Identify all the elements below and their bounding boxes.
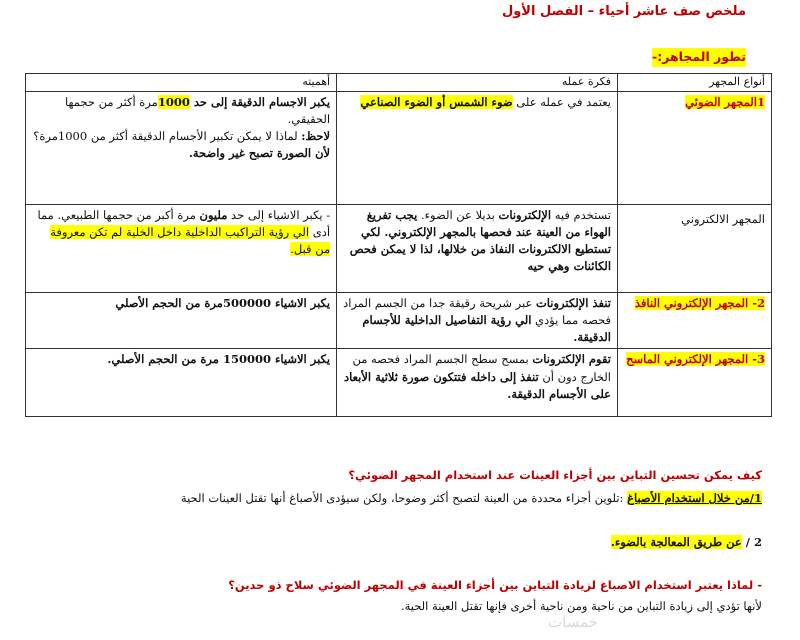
table-header-row <box>26 74 772 92</box>
importance-bold: يكبر الاشياء 150000 مرة من الحجم الأصلي. <box>107 352 331 367</box>
importance-bold: مليون <box>199 207 228 222</box>
idea-bold: يجب تفريغ الهواء من العينة عند فحصها بالمجهر الإلكتروني. لكي تستطيع الالكترونات النفاذ من خلالها، لذا لا يمكن فحص الكائنات وهي حيه <box>349 207 612 274</box>
importance-text <box>32 94 330 129</box>
cell-idea <box>337 349 618 417</box>
question-2: - لماذا يعتبر استخدام الاصباغ لزيادة التباين بين أجزاء العينة في المجهر الضوئي سلاح ذو حدين؟ <box>228 578 762 592</box>
table-row <box>26 91 772 204</box>
idea-bold: تقوم الإلكترونات <box>532 352 612 367</box>
note-text: لماذا لا يمكن تكبير الأجسام الدقيقة أكثر من 1000مرة؟ <box>33 129 302 143</box>
type-electron-microscope: المجهر الالكتروني <box>681 211 765 226</box>
cell-importance <box>26 204 337 292</box>
answer-1-text: :تلوين أجزاء محددة من العينة لتصبح أكثر وضوحا، ولكن سيؤدى الأصباغ أنها تقتل العينات الحية <box>180 491 628 505</box>
importance-text: - يكبر الاشياء إلى حد <box>227 207 331 222</box>
idea-bold: تنفذ إلى داخله فتتكون صورة ثلاثية الأبعاد على الأجسام الدقيقة. <box>343 369 612 401</box>
idea-text: عبر شريحة رقيقة جدا من الجسم المراد فحصه مما يؤدي <box>343 295 612 327</box>
idea-text: يعتمد في عمله على <box>512 94 612 109</box>
importance-note <box>32 128 330 163</box>
answer-q2: لأنها تؤدي إلى زيادة التباين من ناحية ومن ناحية أخرى فإنها تقتل العينة الحية. <box>400 599 762 613</box>
table-row <box>26 204 772 292</box>
section-title: تطور المجاهر:- <box>652 48 746 67</box>
answer-2-number: 2 / <box>741 535 762 549</box>
idea-bold-highlight: ضوء الشمس أو الضوء الصناعي <box>360 94 513 109</box>
cell-importance <box>26 292 337 349</box>
watermark: خمسات <box>548 613 599 631</box>
importance-bold: يكبر الاجسام الدقيقة إلى حد <box>189 94 331 109</box>
type-light-microscope: 1المجهر الضوئي <box>685 94 765 109</box>
importance-text: مرة أكبر من حجمها الطبيعي. مما أدى <box>37 207 331 239</box>
microscopes-table <box>25 73 772 417</box>
answer-1-label: 1/من خلال استخدام الأصباغ <box>627 491 762 505</box>
header-type: أنواع المجهر <box>618 74 772 92</box>
note-answer: لأن الصورة تصبح غير واضحة. <box>188 146 331 161</box>
cell-idea <box>337 91 618 204</box>
idea-bold: الإلكترونات <box>498 207 552 222</box>
cell-idea <box>337 292 618 349</box>
note-label: لاحظ: <box>301 129 331 143</box>
importance-rest: مرة أكثر من حجمها الحقيقي. <box>64 94 331 126</box>
table-row <box>26 292 772 349</box>
idea-text: بديلا عن الضوء. <box>417 207 499 222</box>
type-transmission-microscope: 2- المجهر الإلكتروني النافذ <box>634 295 765 310</box>
page-title: ملخص صف عاشر أحياء – الفصل الأول <box>501 4 746 19</box>
header-idea: فكرة عمله <box>337 74 618 92</box>
idea-bold: الي رؤية التفاصيل الداخلية للأجسام الدقيقة. <box>362 312 612 344</box>
answer-1 <box>20 490 762 508</box>
table-row <box>26 349 772 417</box>
answer-2-text: عن طريق المعالجة بالضوء. <box>610 535 742 549</box>
cell-importance <box>26 349 337 417</box>
importance-bold: يكبر الاشياء 500000مرة من الحجم الأصلي <box>115 295 331 310</box>
cell-idea <box>337 204 618 292</box>
idea-bold: تنفذ الإلكترونات <box>535 295 612 310</box>
cell-type <box>618 292 772 349</box>
cell-type <box>618 91 772 204</box>
cell-importance <box>26 91 337 204</box>
answer-2 <box>20 534 762 552</box>
header-importance: أهميته <box>26 74 337 92</box>
idea-text: بمسح سطح الجسم المراد فحصه من الخارج دون أن <box>352 352 612 384</box>
type-scanning-microscope: 3- المجهر الإلكتروني الماسح <box>626 352 765 367</box>
importance-highlight: الي رؤية التراكيب الداخلية داخل الخلية لم تكن معروفة من قبل. <box>50 224 331 256</box>
question-1: كيف يمكن تحسين التباين بين أجزاء العينات عند استخدام المجهر الضوئي؟ <box>348 468 762 482</box>
idea-text: تستخدم فيه <box>551 207 612 222</box>
cell-type <box>618 349 772 417</box>
importance-number: 1000 <box>157 94 190 109</box>
cell-type <box>618 204 772 292</box>
